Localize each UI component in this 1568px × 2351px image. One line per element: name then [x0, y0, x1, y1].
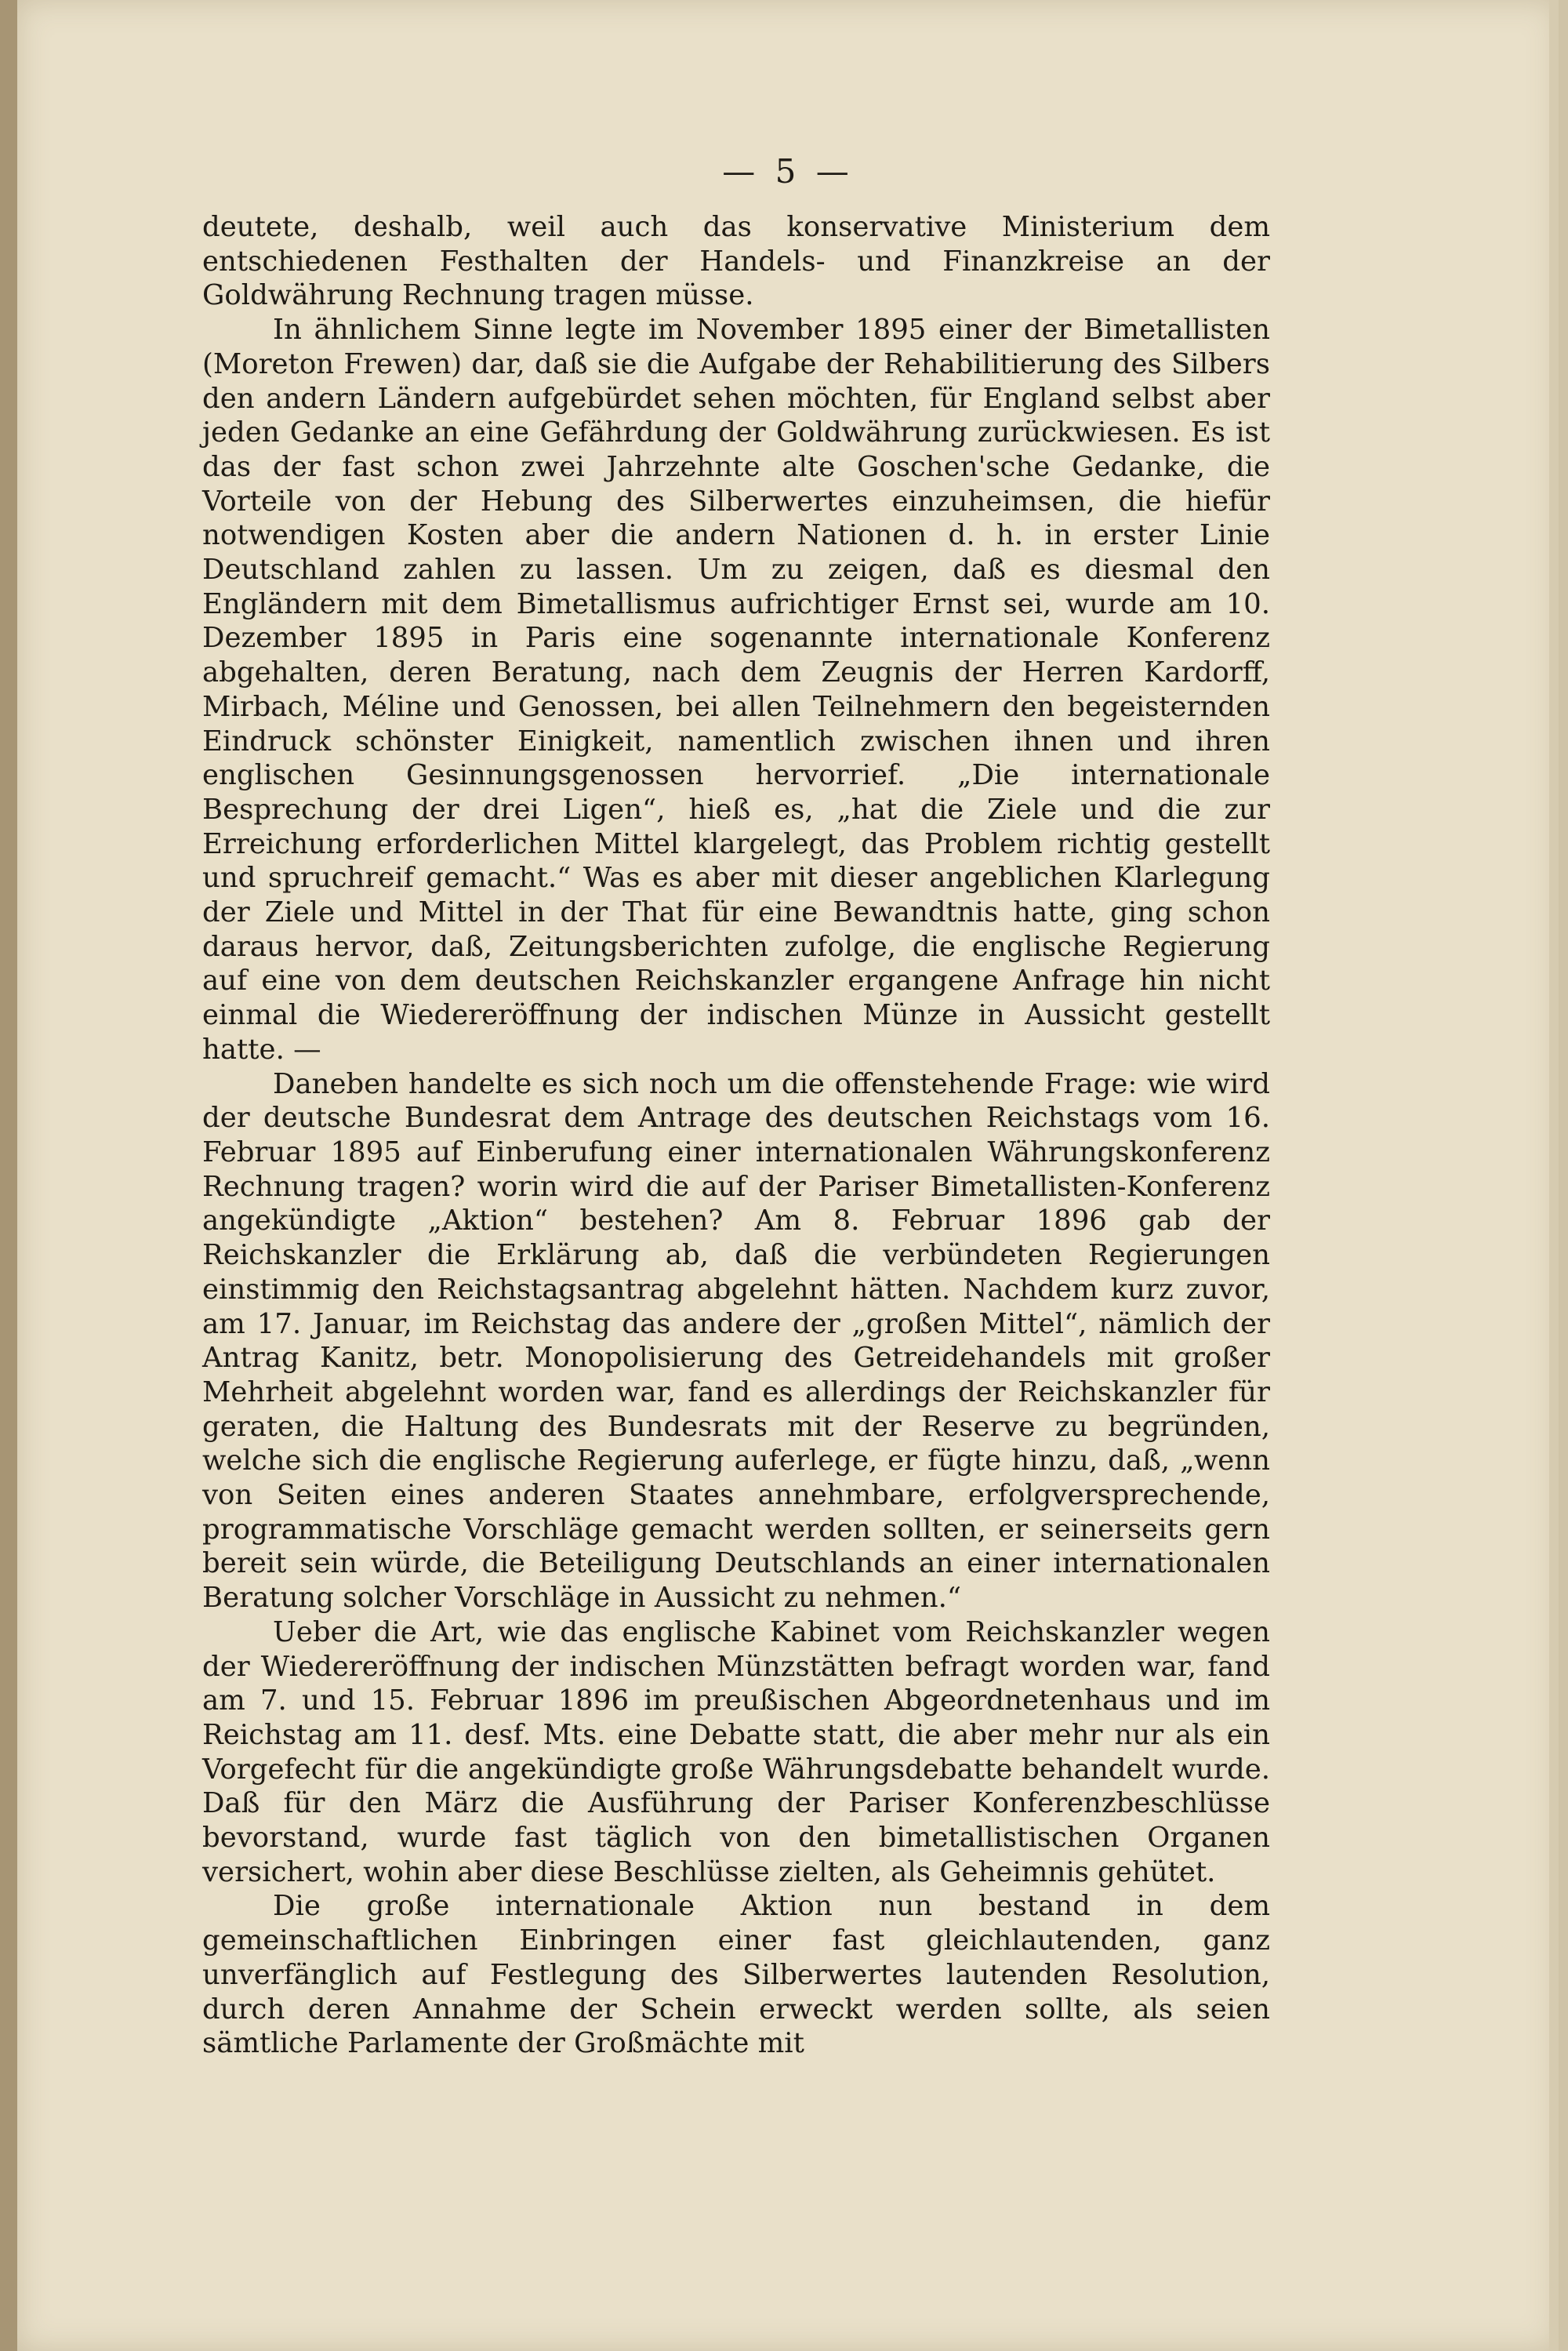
book-spine	[0, 0, 19, 2351]
body-text	[202, 210, 1270, 2061]
paragraph-5: Die große internationale Aktion nun bestand in dem gemeinschaftlichen Einbringen einer fast gleichlautenden, ganz unverfänglich auf Festlegung des Silberwertes lautenden Resolution, durch deren Annahme der Schein erweckt werden sollte, als seien sämtliche Parlamente der Großmächte mit	[202, 1890, 1270, 2060]
paragraph-3: Daneben handelte es sich noch um die offenstehende Frage: wie wird der deutsche Bundesrat dem Antrage des deutschen Reichstags vom 16. Februar 1895 auf Einberufung einer internationalen Währungskonferenz Rechnung tragen? worin wird die auf der Pariser Bimetallisten-Konferenz angekündigte „Aktion“ bestehen? Am 8. Februar 1896 gab der Reichskanzler die Erklärung ab, daß die verbündeten Regierungen einstimmig den Reichstagsantrag abgelehnt hätten. Nachdem kurz zuvor, am 17. Januar, im Reichstag das andere der „großen Mittel“, nämlich der Antrag Kanitz, betr. Monopolisierung des Getreidehandels mit großer Mehrheit abgelehnt worden war, fand es allerdings der Reichskanzler für geraten, die Haltung des Bundesrats mit der Reserve zu begründen, welche sich die englische Regierung auferlege, er fügte hinzu, daß, „wenn von Seiten eines anderen Staates annehmbare, erfolgversprechende, programmatische Vorschläge gemacht werden sollten, er seinerseits gern bereit sein würde, die Beteiligung Deutschlands an einer internationalen Beratung solcher Vorschläge in Aussicht zu nehmen.“	[202, 1067, 1270, 1615]
document-page	[17, 0, 1559, 2351]
paragraph-1: deutete, deshalb, weil auch das konservative Ministerium dem entschiedenen Festhalten der Handels- und Finanzkreise an der Goldwährung Rechnung tragen müsse.	[202, 211, 1270, 312]
page-number: — 5 —	[722, 152, 854, 191]
page-edge	[1549, 0, 1559, 2351]
paragraph-2: In ähnlichem Sinne legte im November 1895 einer der Bimetallisten (Moreton Frewen) dar, daß sie die Aufgabe der Rehabilitierung des Silbers den andern Ländern aufgebürdet sehen möchten, für England selbst aber jeden Gedanke an eine Gefährdung der Goldwährung zurückwiesen. Es ist das der fast schon zwei Jahrzehnte alte Goschen'sche Gedanke, die Vorteile von der Hebung des Silberwertes einzuheimsen, die hiefür notwendigen Kosten aber die andern Nationen d. h. in erster Linie Deutschland zahlen zu lassen. Um zu zeigen, daß es diesmal den Engländern mit dem Bimetallismus aufrichtiger Ernst sei, wurde am 10. Dezember 1895 in Paris eine sogenannte internationale Konferenz abgehalten, deren Beratung, nach dem Zeugnis der Herren Kardorff, Mirbach, Méline und Genossen, bei allen Teilnehmern den begeisternden Eindruck schönster Einigkeit, namentlich zwischen ihnen und ihren englischen Gesinnungsgenossen hervorrief. „Die internationale Besprechung der drei Ligen“, hieß es, „hat die Ziele und die zur Erreichung erforderlichen Mittel klargelegt, das Problem richtig gestellt und spruchreif gemacht.“ Was es aber mit dieser angeblichen Klarlegung der Ziele und Mittel in der That für eine Bewandtnis hatte, ging schon daraus hervor, daß, Zeitungsberichten zufolge, die englische Regierung auf eine von dem deutschen Reichskanzler ergangene Anfrage hin nicht einmal die Wiedereröffnung der indischen Münze in Aussicht gestellt hatte. —	[202, 314, 1270, 1066]
paragraph-4: Ueber die Art, wie das englische Kabinet vom Reichskanzler wegen der Wiedereröffnung der indischen Münzstätten befragt worden war, fand am 7. und 15. Februar 1896 im preußischen Abgeordnetenhaus und im Reichstag am 11. desf. Mts. eine Debatte statt, die aber mehr nur als ein Vorgefecht für die angekündigte große Währungsdebatte behandelt wurde. Daß für den März die Ausführung der Pariser Konferenzbeschlüsse bevorstand, wurde fast täglich von den bimetallistischen Organen versichert, wohin aber diese Beschlüsse zielten, als Geheimnis gehütet.	[202, 1615, 1270, 1888]
